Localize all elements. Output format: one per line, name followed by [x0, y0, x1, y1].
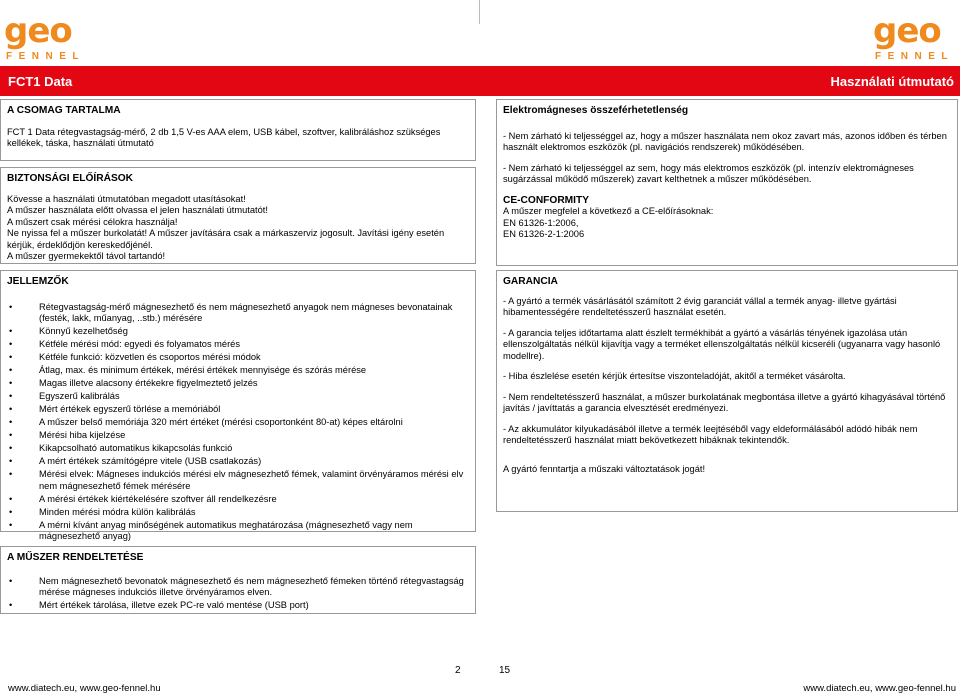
list-item: • A mérési értékek kiértékelésére szoftver áll rendelkezésre — [7, 494, 469, 506]
list-item: • Mérési elvek: Mágneses indukciós mérési elv mágnesezhető fémek, valamint örvényáramos mérési elv nem mágnesezhető fémek mérésére — [7, 469, 469, 492]
ce-line: EN 61326-1:2006, — [503, 217, 579, 228]
list-item: • A mérni kívánt anyag minőségének automatikus meghatározása (mágnesezhető vagy nem mágnesezhető anyag) — [7, 520, 469, 543]
product-title: FCT1 Data — [8, 74, 73, 89]
safety-line: Kövesse a használati útmutatóban megadott utasításokat! — [7, 193, 246, 204]
list-item: • Rétegvastagság-mérő mágnesezhető és nem mágnesezhető anyagok nem mágneses bevonatainak (festék, lakk, műanyag, ..stb.) mérésére — [7, 302, 469, 325]
safety-line: Ne nyissa fel a műszer burkolatát! A műszer javítására csak a márkaszerviz jogosult. Javítási igény esetén kérjük, érdeklődjön kereskedőjénél. — [7, 228, 445, 250]
footer-url-right[interactable]: www.diatech.eu, www.geo-fennel.hu — [803, 683, 956, 694]
logo-word: geo — [4, 11, 72, 51]
features-title: JELLEMZŐK — [7, 276, 69, 287]
logo-brand: FENNEL — [875, 51, 954, 62]
logo-left — [4, 11, 94, 62]
safety-title: BIZTONSÁGI ELŐÍRÁSOK — [7, 173, 134, 184]
page-divider — [479, 0, 480, 24]
package-text: FCT 1 Data rétegvastagság-mérő, 2 db 1,5 V-es AAA elem, USB kábel, szoftver, kalibráláshoz szükséges kellékek, táska, használati útmutató — [7, 126, 441, 148]
list-item: • Mért értékek egyszerű törlése a memóriából — [7, 404, 469, 416]
warranty-title: GARANCIA — [503, 276, 558, 287]
warranty-paragraph: - A garancia teljes időtartama alatt észlelt termékhibát a gyártó a vásárlás tényének igazolása után ellenszolgáltatás nélkül kijavítja vagy a terméket ellenszolgáltatás nélkül kicseréli (ugyanarra vagy hasonló modellre). — [503, 327, 941, 361]
intended-use-box — [0, 546, 476, 614]
ce-line: EN 61326-2-1:2006 — [503, 229, 585, 239]
safety-line: A műszer gyermekektől távol tartandó! — [7, 251, 166, 261]
list-item: • Könnyű kezelhetőség — [7, 326, 469, 338]
list-item: • Kikapcsolható automatikus kikapcsolás funkció — [7, 443, 469, 455]
safety-box — [0, 167, 476, 264]
list-item: • Magas illetve alacsony értékekre figyelmeztető jelzés — [7, 378, 469, 390]
emc-paragraph: - Nem zárható ki teljességgel az, hogy a műszer használata nem okoz zavart más, azonos időben és térben használt elektromos eszközök (pl. navigációs rendszerek) működésében. — [503, 130, 947, 152]
list-item: • A mért értékek számítógépre vitele (USB csatlakozás) — [7, 456, 469, 468]
technical-changes-note: A gyártó fenntartja a műszaki változtatások jogát! — [503, 463, 706, 474]
list-item: • Egyszerű kalibrálás — [7, 391, 469, 403]
list-item: • Átlag, max. és minimum értékek, mérési értékek mennyisége és szórás mérése — [7, 365, 469, 377]
safety-line: A műszer használata előtt olvassa el jelen használati útmutatót! — [7, 205, 268, 215]
list-item: • Kétféle funkció: közvetlen és csoportos mérési módok — [7, 352, 469, 364]
features-list — [7, 302, 469, 543]
list-item: • Nem mágnesezhető bevonatok mágnesezhető és nem mágnesezhető fémeken történő rétegvastagság mérése mágneses indukciós illetve örvényáramos elven. — [7, 576, 469, 599]
intended-use-title: A MŰSZER RENDELTETÉSE — [7, 552, 144, 563]
package-contents-box — [0, 99, 476, 161]
warranty-paragraph: - Az akkumulátor kilyukadásából illetve a termék leejtéséből vagy eldeformálásából adódó hibák nem rendeltetésszerű használat miatt bekövetkezett hibáknak tekintendők. — [503, 423, 918, 445]
header-bar — [0, 66, 960, 96]
list-item: • Mért értékek tárolása, illetve ezek PC-re való mentése (USB port) — [7, 600, 469, 612]
logo-word: geo — [873, 11, 941, 51]
list-item: • Mérési hiba kijelzése — [7, 430, 469, 442]
page-number-left: 2 — [455, 665, 461, 676]
page-number-right: 15 — [499, 665, 511, 676]
warranty-paragraph: - A gyártó a termék vásárlásától számított 2 évig garanciát vállal a termék anyag- illetve gyártási hibamentességére rendeltetésszerű használat esetén. — [503, 295, 897, 317]
intended-use-list — [7, 576, 469, 612]
features-box — [0, 270, 476, 541]
list-item: • Minden mérési módra külön kalibrálás — [7, 507, 469, 519]
footer-url-left[interactable]: www.diatech.eu, www.geo-fennel.hu — [8, 683, 161, 694]
safety-line: A műszert csak mérési célokra használja! — [7, 216, 178, 227]
package-title: A CSOMAG TARTALMA — [7, 105, 121, 116]
manual-title: Használati útmutató — [830, 74, 954, 89]
emc-paragraph: - Nem zárható ki teljességgel az sem, hogy más elektromos eszközök (pl. intenzív elektromágneses sugárzással működő műszerek) zavart kelthetnek a műszer működésében. — [503, 162, 914, 184]
warranty-box — [496, 270, 958, 512]
list-item: • A műszer belső memóriája 320 mért értéket (mérési csoportonként 80-at) képes eltárolni — [7, 417, 469, 429]
list-item: • Kétféle mérési mód: egyedi és folyamatos mérés — [7, 339, 469, 351]
ce-line: A műszer megfelel a következő a CE-előírásoknak: — [503, 206, 714, 216]
emc-box — [496, 99, 958, 266]
warranty-paragraph: - Hiba észlelése esetén kérjük értesítse viszonteladóját, akitől a terméket vásárolta. — [503, 371, 846, 381]
logo-right — [873, 11, 960, 62]
emc-title: Elektromágneses összeférhetetlenség — [503, 105, 689, 116]
warranty-paragraph: - Nem rendeltetésszerű használat, a műszer burkolatának megbontása illetve a gyártó kihagyásával történő javítás / javíttatás a garancia elvesztését eredményezi. — [503, 391, 946, 413]
ce-title: CE-CONFORMITY — [503, 194, 590, 206]
logo-brand: FENNEL — [6, 51, 85, 62]
